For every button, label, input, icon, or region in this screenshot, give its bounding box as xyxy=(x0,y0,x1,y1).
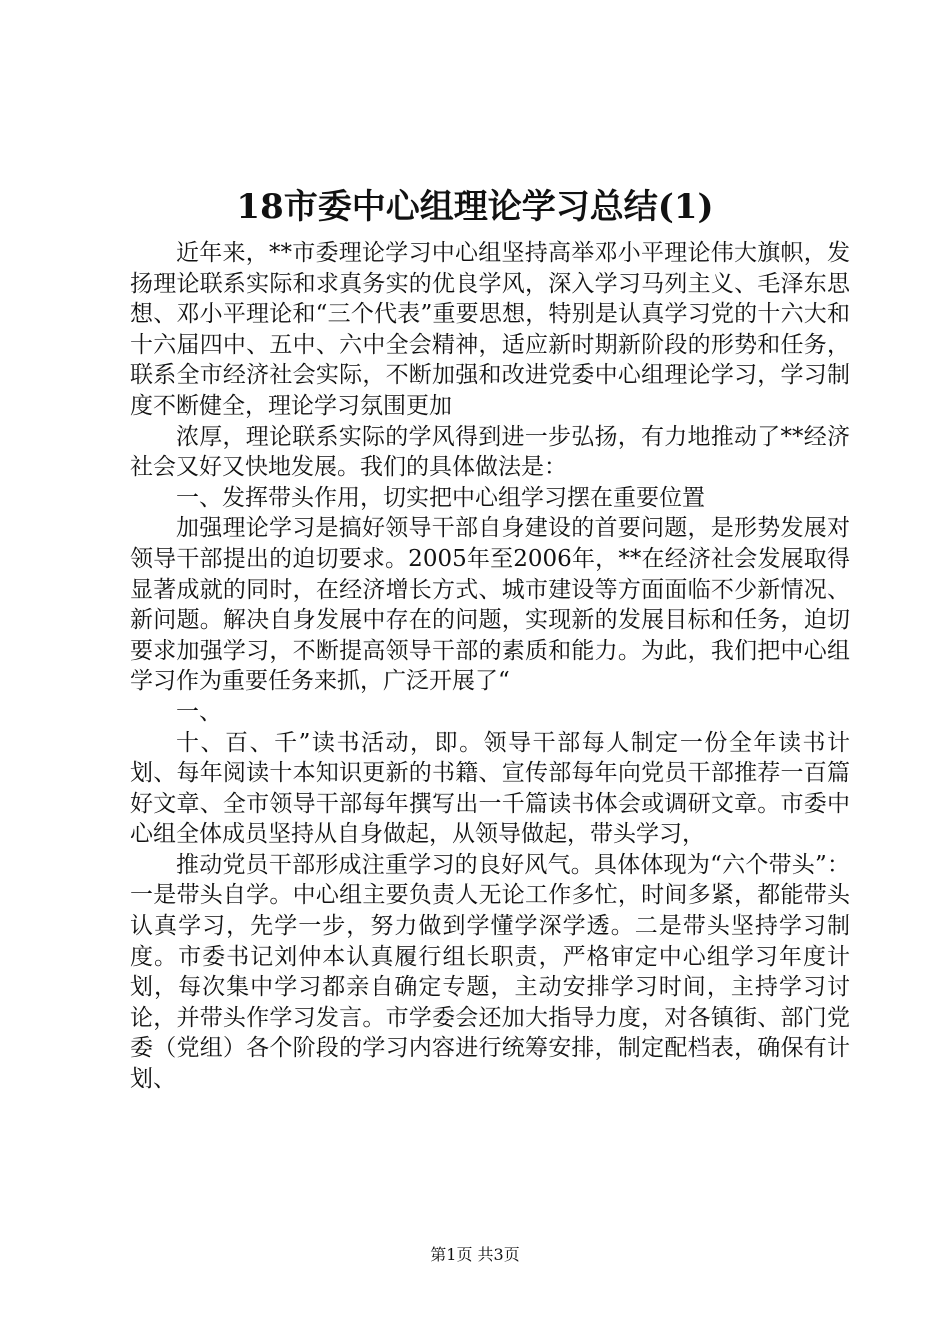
paragraph-fragment: 一、 xyxy=(176,698,222,725)
section-heading-1: 一、发挥带头作用，切实把中心组学习摆在重要位置 xyxy=(176,484,705,511)
paragraph-theory-study: 加强理论学习是搞好领导干部自身建设的首要问题，是形势发展对领导干部提出的迫切要求。2005年至2006年，**在经济社会发展取得显著成就的同时，在经济增长方式、城市建设等方面面临不少新情况、新问题。解决自身发展中存在的问题，实现新的发展目标和任务，迫切要求加强学习，不断提高领导干部的素质和能力。为此，我们把中心组学习作为重要任务来抓，广泛开展了“ xyxy=(130,515,850,695)
document-title: 18市委中心组理论学习总结(1) xyxy=(236,187,714,227)
paragraph-continuation: 浓厚，理论联系实际的学风得到进一步弘扬，有力地推动了**经济社会又好又快地发展。我们的具体做法是： xyxy=(130,423,850,481)
paragraph-six-leads: 推动党员干部形成注重学习的良好风气。具体体现为“六个带头”：一是带头自学。中心组主要负责人无论工作多忙，时间多紧，都能带头认真学习，先学一步，努力做到学懂学深学透。二是带头坚持学习制度。市委书记刘仲本认真履行组长职责，严格审定中心组学习年度计划，每次集中学习都亲自确定专题，主动安排学习时间，主持学习讨论，并带头作学习发言。市学委会还加大指导力度，对各镇街、部门党委（党组）各个阶段的学习内容进行统筹安排，制定配档表，确保有计划、 xyxy=(130,851,850,1093)
paragraph-reading-activity: 十、百、千”读书活动，即。领导干部每人制定一份全年读书计划、每年阅读十本知识更新的书籍、宣传部每年向党员干部推荐一百篇好文章、全市领导干部每年撰写出一千篇读书体会或调研文章。市委中心组全体成员坚持从自身做起，从领导做起，带头学习， xyxy=(130,729,850,848)
document-body xyxy=(130,238,850,1095)
paragraph-intro: 近年来，**市委理论学习中心组坚持高举邓小平理论伟大旗帜，发扬理论联系实际和求真务实的优良学风，深入学习马列主义、毛泽东思想、邓小平理论和“三个代表”重要思想，特别是认真学习党的十六大和十六届四中、五中、六中全会精神，适应新时期新阶段的形势和任务，联系全市经济社会实际，不断加强和改进党委中心组理论学习，学习制度不断健全，理论学习氛围更加 xyxy=(130,240,850,419)
page-footer: 第1页 共3页 xyxy=(430,1245,520,1264)
